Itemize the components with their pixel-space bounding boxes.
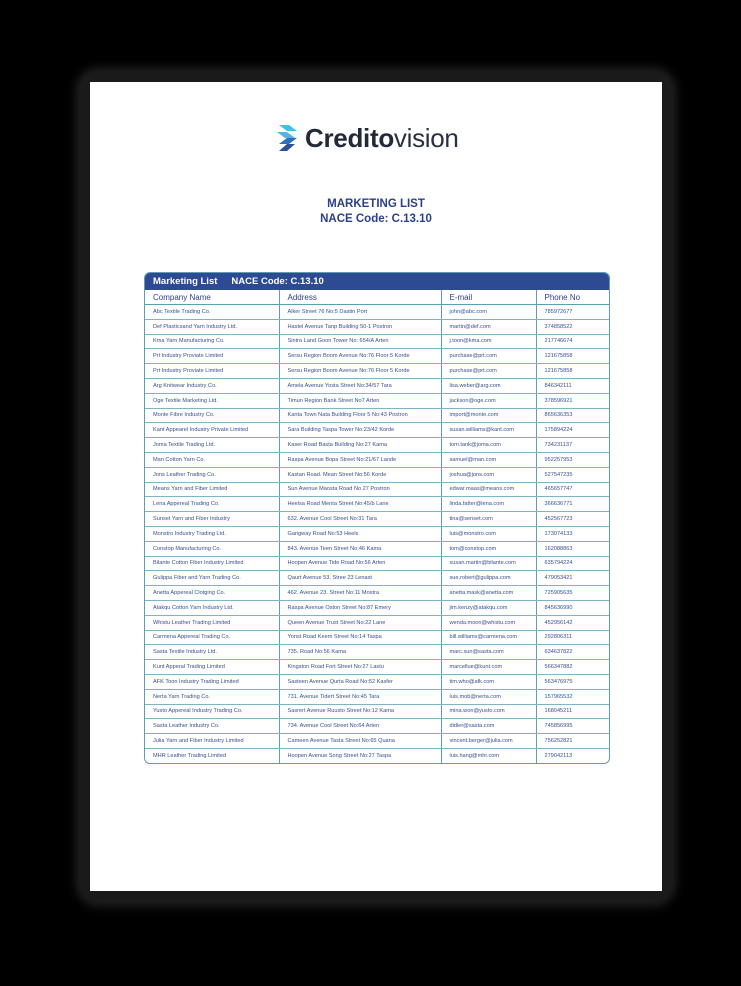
email-cell: luis.hang@mhr.com [441, 748, 536, 762]
address-cell: 734. Avenue Cool Street No:64 Arten [279, 719, 441, 734]
table-row [145, 615, 609, 630]
email-cell: joshua@jons.com [441, 467, 536, 482]
document-page [90, 82, 662, 891]
company-cell: Bilante Cotton Fiber Industry Limited [145, 556, 279, 571]
table-row [145, 305, 609, 320]
table-row [145, 393, 609, 408]
table-row [145, 512, 609, 527]
email-cell: mina.won@yusto.com [441, 704, 536, 719]
table-row [145, 645, 609, 660]
address-cell: 462. Avenue 23. Street No:11 Mostra [279, 586, 441, 601]
address-cell: Sun Avenue Maosta Road No 27 Postron [279, 482, 441, 497]
column-header-address: Address [279, 290, 441, 305]
address-cell: Alker Street 76 No:5 Dastin Port [279, 305, 441, 320]
address-cell: Kanta Town Nata Building Floor 5 No:43 Postron [279, 408, 441, 423]
email-cell: bill.williams@carmena.com [441, 630, 536, 645]
email-cell: vincent.berger@julia.com [441, 734, 536, 749]
table-row [145, 408, 609, 423]
table-row [145, 719, 609, 734]
address-cell: Kingston Road Fort Street No:27 Lastu [279, 660, 441, 675]
marketing-table [144, 272, 610, 764]
table-row [145, 734, 609, 749]
email-cell: anetta.mask@anetta.com [441, 586, 536, 601]
address-cell: Cameen Avenue Tasta Street No:65 Quana [279, 734, 441, 749]
phone-cell: 745856995 [536, 719, 609, 734]
address-cell: Hoopen Avenue Tide Road No:56 Arten [279, 556, 441, 571]
phone-cell: 168045211 [536, 704, 609, 719]
table-row [145, 452, 609, 467]
email-cell: martin@def.com [441, 319, 536, 334]
email-cell: import@monte.com [441, 408, 536, 423]
phone-cell: 734231137 [536, 438, 609, 453]
email-cell: didier@sasta.com [441, 719, 536, 734]
column-header-company: Company Name [145, 290, 279, 305]
company-cell: Prt Industry Proviate Limited [145, 364, 279, 379]
address-cell: 735. Road No:56 Kama [279, 645, 441, 660]
address-cell: Hastel Avenue Tanp Building 50-1 Postron [279, 319, 441, 334]
address-cell: Sersu Region Boom Avenue No:76 Floor 5 Korde [279, 349, 441, 364]
phone-cell: 292806311 [536, 630, 609, 645]
phone-cell: 452956142 [536, 615, 609, 630]
email-cell: linda.fatter@lena.com [441, 497, 536, 512]
email-cell: wenda.moon@whistu.com [441, 615, 536, 630]
phone-cell: 566347882 [536, 660, 609, 675]
address-cell: Sersu Region Boom Avenue No:76 Floor 5 Korde [279, 364, 441, 379]
phone-cell: 452567723 [536, 512, 609, 527]
company-cell: Julia Yarn and Fiber Industry Limited [145, 734, 279, 749]
address-cell: Kaser Road Basta Building No:27 Kama [279, 438, 441, 453]
column-header-phone: Phone No [536, 290, 609, 305]
phone-cell: 725905635 [536, 586, 609, 601]
phone-cell: 378596921 [536, 393, 609, 408]
email-cell: susan.martin@bilante.com [441, 556, 536, 571]
company-cell: Gulippa Fiber and Yarn Trading Co. [145, 571, 279, 586]
phone-cell: 173074133 [536, 526, 609, 541]
company-cell: Sasta Leather Industry Co. [145, 719, 279, 734]
phone-cell: 846342111 [536, 378, 609, 393]
column-header-email: E-mail [441, 290, 536, 305]
company-cell: Abc Textile Trading Co. [145, 305, 279, 320]
address-cell: Kastan Road. Mean Street No:56 Korde [279, 467, 441, 482]
phone-cell: 563476975 [536, 674, 609, 689]
email-cell: john@abc.com [441, 305, 536, 320]
table-row [145, 334, 609, 349]
email-cell: purchase@prt.com [441, 349, 536, 364]
table-row [145, 497, 609, 512]
title-line-2: NACE Code: C.13.10 [320, 213, 432, 225]
company-cell: Man Cotton Yarn Co. [145, 452, 279, 467]
email-cell: lisa.weber@arg.com [441, 378, 536, 393]
company-cell: AFK Toon Industry Trading Limited [145, 674, 279, 689]
address-cell: 843. Avenue Teen Street No:46 Kama [279, 541, 441, 556]
phone-cell: 845636990 [536, 600, 609, 615]
table-row [145, 556, 609, 571]
email-cell: tina@senset.com [441, 512, 536, 527]
company-cell: Nerta Yarn Trading Co. [145, 689, 279, 704]
phone-cell: 175894224 [536, 423, 609, 438]
phone-cell: 865636353 [536, 408, 609, 423]
table-row [145, 423, 609, 438]
company-cell: Sunset Yarn and Fiber Industry [145, 512, 279, 527]
phone-cell: 279042113 [536, 748, 609, 762]
address-cell: Sara Building Taspa Tower No:23/42 Korde [279, 423, 441, 438]
address-cell: Queen Avenue Trust Street No:22 Lane [279, 615, 441, 630]
table-row [145, 630, 609, 645]
phone-cell: 479053421 [536, 571, 609, 586]
address-cell: Yonst Road Keem Street No:14 Taspa [279, 630, 441, 645]
table-row [145, 349, 609, 364]
company-cell: Atakqu Cotton Yarn Industry Ltd. [145, 600, 279, 615]
company-cell: Prt Industry Proviate Limited [145, 349, 279, 364]
address-cell: 731. Avenue Tidert Street No:45 Tara [279, 689, 441, 704]
table-row [145, 378, 609, 393]
email-cell: purchase@prt.com [441, 364, 536, 379]
phone-cell: 366636771 [536, 497, 609, 512]
email-cell: tim.who@afk.com [441, 674, 536, 689]
address-cell: Raspa Avenue Bopa Street No:21/67 Lande [279, 452, 441, 467]
company-cell: Whistu Leather Trading Limited [145, 615, 279, 630]
company-cell: Jons Leather Trading Co. [145, 467, 279, 482]
address-cell: Amela Avenue Yosta Street No:34/57 Tara [279, 378, 441, 393]
table-row [145, 526, 609, 541]
address-cell: Gangway Road No:53 Heels [279, 526, 441, 541]
phone-cell: 785972677 [536, 305, 609, 320]
brand-logo [275, 120, 459, 156]
table-row [145, 364, 609, 379]
company-cell: Yusto Appereal Industry Trading Co. [145, 704, 279, 719]
email-cell: j.toon@kma.com [441, 334, 536, 349]
table-row [145, 541, 609, 556]
stacked-chevron-logo-icon [275, 123, 299, 153]
email-cell: jackson@oge.com [441, 393, 536, 408]
table-row [145, 571, 609, 586]
email-cell: samuel@man.com [441, 452, 536, 467]
company-cell: Joma Textile Trading Ltd. [145, 438, 279, 453]
email-cell: jim.kenzy@atakqu.com [441, 600, 536, 615]
brand-name-light: vision [393, 122, 459, 153]
company-cell: Oge Textile Marketing Ltd. [145, 393, 279, 408]
table-row [145, 704, 609, 719]
address-cell: Sintra Land Goon Tower No: 654/A Arten [279, 334, 441, 349]
phone-cell: 465657747 [536, 482, 609, 497]
table-row [145, 674, 609, 689]
company-cell: Carmena Appereal Trading Co. [145, 630, 279, 645]
data-table [145, 290, 609, 763]
company-cell: Monte Fibre Industry Co. [145, 408, 279, 423]
email-cell: marcellue@kunt.com [441, 660, 536, 675]
table-row [145, 689, 609, 704]
table-row [145, 467, 609, 482]
company-cell: Means Yarn and Fiber Limited [145, 482, 279, 497]
phone-cell: 217746674 [536, 334, 609, 349]
table-row [145, 748, 609, 762]
header-row [145, 290, 609, 305]
phone-cell: 756252821 [536, 734, 609, 749]
company-cell: Kant Appearel Industry Private Limited [145, 423, 279, 438]
phone-cell: 952257953 [536, 452, 609, 467]
address-cell: Sasteen Avenue Qurta Road No:52 Kasfer [279, 674, 441, 689]
table-row [145, 438, 609, 453]
email-cell: tom.tank@joma.com [441, 438, 536, 453]
email-cell: susan.williams@kant.com [441, 423, 536, 438]
email-cell: luis@monstro.com [441, 526, 536, 541]
company-cell: MHR Leather Trading Limited [153, 752, 227, 759]
address-cell: 632. Avenue Cool Street No:31 Tara [279, 512, 441, 527]
phone-cell: 157965532 [536, 689, 609, 704]
document-title [90, 197, 662, 227]
phone-cell: 121675858 [536, 349, 609, 364]
address-cell: Timun Region Bank Street No7 Arten [279, 393, 441, 408]
company-cell: Sasta Textile Industry Ltd. [145, 645, 279, 660]
company-cell: Constop Manufacturing Co. [145, 541, 279, 556]
banner-code: NACE Code: C.13.10 [231, 276, 324, 287]
address-cell: Heelsa Road Menta Street No:45/b Lane [279, 497, 441, 512]
email-cell: tom@constop.com [441, 541, 536, 556]
table-row [145, 600, 609, 615]
address-cell: Raspa Avenue Oston Street No:87 Emery [279, 600, 441, 615]
brand-name-bold: Credito [305, 122, 394, 153]
email-cell: edwar.maas@means.com [441, 482, 536, 497]
phone-cell: 121675858 [536, 364, 609, 379]
company-cell: Kunt Apperal Trading Limited [145, 660, 279, 675]
email-cell: luis.mob@nerta.com [441, 689, 536, 704]
banner-label: Marketing List [153, 276, 218, 287]
email-cell: sue.robert@gulippa.com [441, 571, 536, 586]
brand-wordmark [305, 123, 459, 154]
table-row [145, 319, 609, 334]
title-line-1: MARKETING LIST [327, 198, 425, 210]
email-cell: marc.sun@sasta.com [441, 645, 536, 660]
address-cell: Qaurt Avenue 53. Stree 23 Lenast [279, 571, 441, 586]
address-cell: Hoopen Avenue Song Street No:27 Taspa [279, 748, 441, 762]
company-cell: Arg Knitwear Industry Co. [145, 378, 279, 393]
table-row [145, 482, 609, 497]
table-banner [145, 273, 609, 290]
company-cell: Lena Appereal Trading Co. [145, 497, 279, 512]
company-cell: Anetta Appereal Clotging Co. [145, 586, 279, 601]
address-cell: Sasrert Avenue Ruusto Street No:12 Kama [279, 704, 441, 719]
phone-cell: 374858522 [536, 319, 609, 334]
table-row [145, 586, 609, 601]
table-row [145, 660, 609, 675]
company-cell: Monstro Industry Trading Ltd. [145, 526, 279, 541]
phone-cell: 162088863 [536, 541, 609, 556]
company-cell: Kma Yarn Manufacturing Co. [145, 334, 279, 349]
phone-cell: 527547235 [536, 467, 609, 482]
phone-cell: 635794224 [536, 556, 609, 571]
company-cell: Def Plasticsand Yarn Industry Ltd. [145, 319, 279, 334]
phone-cell: 634637822 [536, 645, 609, 660]
